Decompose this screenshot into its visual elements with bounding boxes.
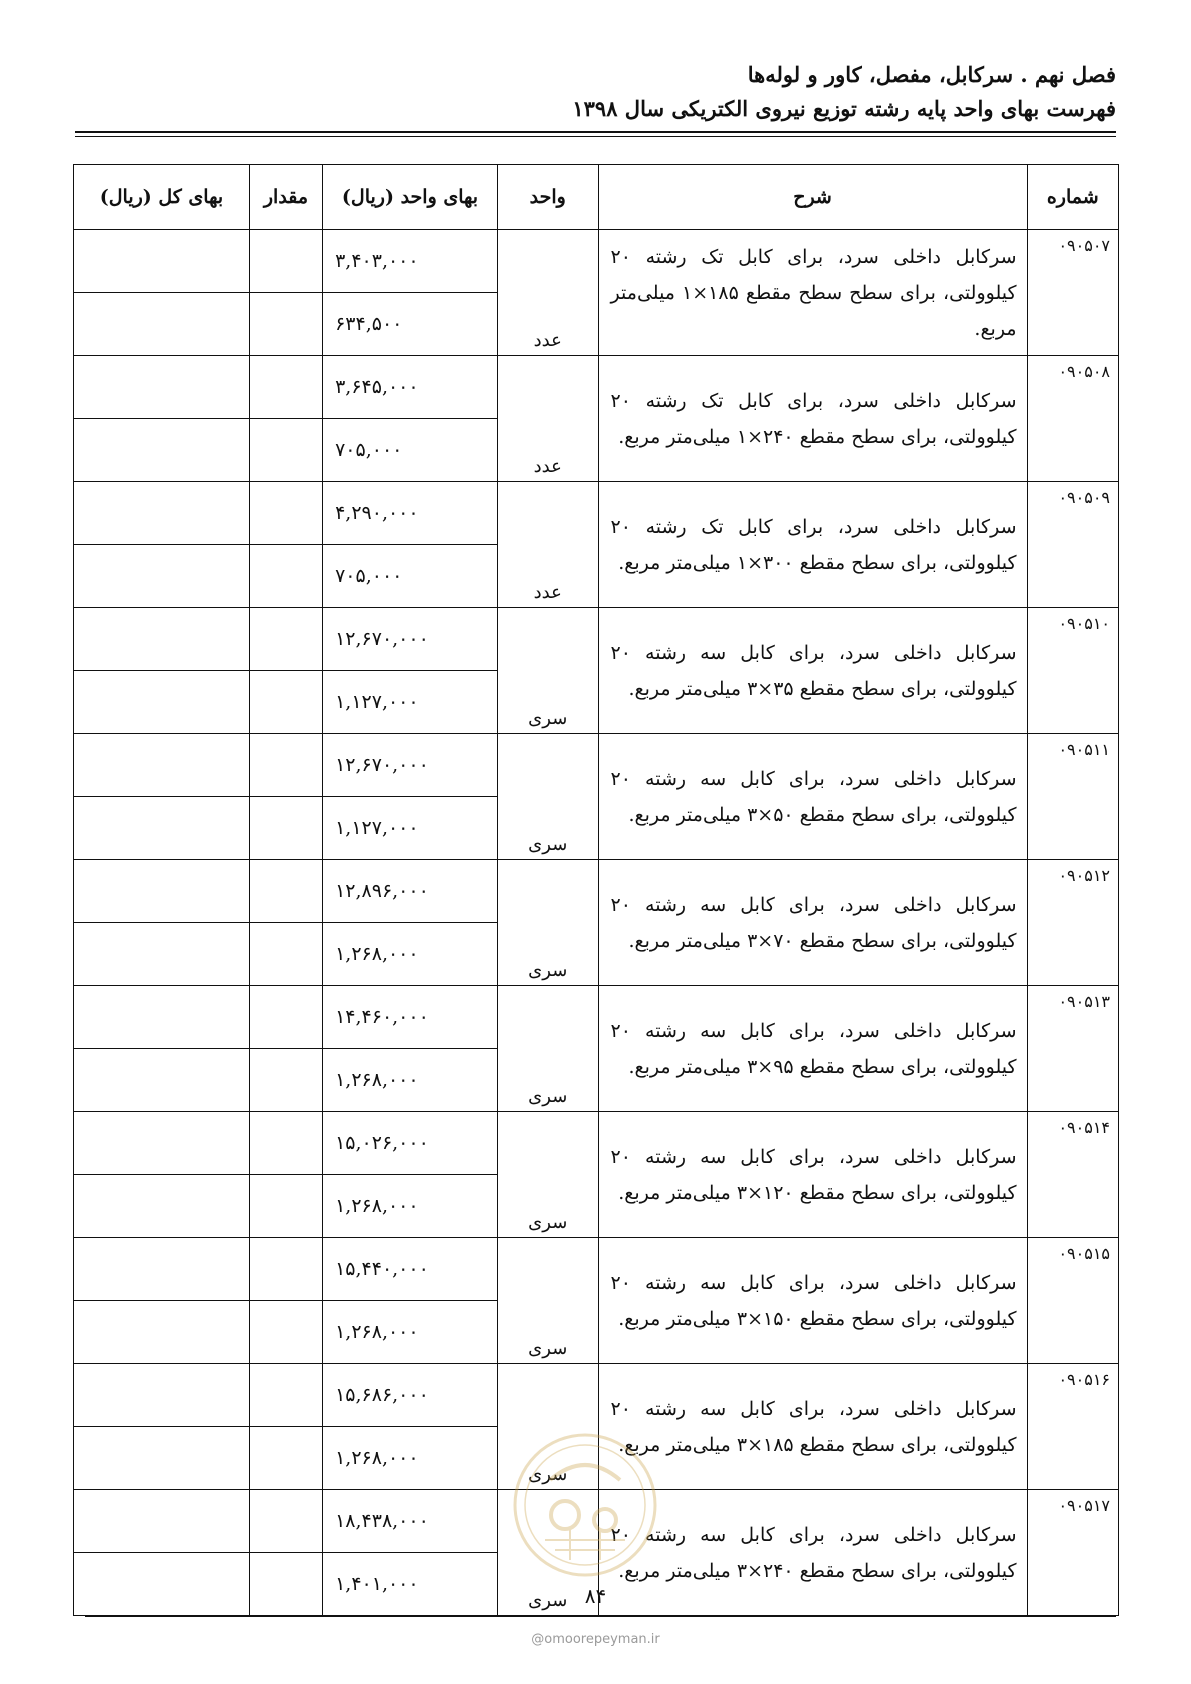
header-unit-price: بهای واحد (ریال) (323, 165, 498, 230)
item-number: ۰۹۰۵۱۵ (1027, 1238, 1118, 1364)
item-unit: سری (497, 734, 598, 860)
quantity-cell (249, 545, 322, 608)
item-number: ۰۹۰۵۱۱ (1027, 734, 1118, 860)
item-unit: سری (497, 1238, 598, 1364)
quantity-cell (249, 1301, 322, 1364)
quantity-cell (249, 293, 322, 356)
unit-price-primary: ۱۲,۸۹۶,۰۰۰ (323, 860, 498, 923)
unit-price-primary: ۳,۶۴۵,۰۰۰ (323, 356, 498, 419)
quantity-cell (249, 1175, 322, 1238)
total-price-cell (74, 1238, 250, 1301)
unit-price-primary: ۱۸,۴۳۸,۰۰۰ (323, 1490, 498, 1553)
table-row (74, 860, 1119, 923)
total-price-cell (74, 356, 250, 419)
total-price-cell (74, 419, 250, 482)
header-rule (75, 131, 1116, 133)
total-price-cell (74, 1175, 250, 1238)
unit-price-secondary: ۱,۲۶۸,۰۰۰ (323, 1049, 498, 1112)
quantity-cell (249, 1049, 322, 1112)
item-unit: سری (497, 986, 598, 1112)
total-price-cell (74, 545, 250, 608)
table-row (74, 482, 1119, 545)
header-number: شماره (1027, 165, 1118, 230)
total-price-cell (74, 734, 250, 797)
quantity-cell (249, 986, 322, 1049)
total-price-cell (74, 1112, 250, 1175)
header-description: شرح (598, 165, 1027, 230)
item-number: ۰۹۰۵۰۷ (1027, 230, 1118, 356)
page-header (572, 58, 1116, 126)
item-number: ۰۹۰۵۱۴ (1027, 1112, 1118, 1238)
quantity-cell (249, 1112, 322, 1175)
footer-rule (85, 1616, 1116, 1617)
quantity-cell (249, 1364, 322, 1427)
header-unit: واحد (497, 165, 598, 230)
quantity-cell (249, 419, 322, 482)
quantity-cell (249, 671, 322, 734)
quantity-cell (249, 1490, 322, 1553)
quantity-cell (249, 230, 322, 293)
quantity-cell (249, 734, 322, 797)
unit-price-primary: ۱۲,۶۷۰,۰۰۰ (323, 608, 498, 671)
item-unit: سری (497, 1364, 598, 1490)
item-number: ۰۹۰۵۰۸ (1027, 356, 1118, 482)
item-number: ۰۹۰۵۱۳ (1027, 986, 1118, 1112)
unit-price-primary: ۳,۴۰۳,۰۰۰ (323, 230, 498, 293)
item-description: سرکابل داخلی سرد، برای کابل تک رشته ۲۰ کیلوولتی، برای سطح مقطع ۲۴۰×۱ میلی‌متر مربع. (598, 356, 1027, 482)
quantity-cell (249, 923, 322, 986)
item-description: سرکابل داخلی سرد، برای کابل سه رشته ۲۰ کیلوولتی، برای سطح مقطع ۳۵×۳ میلی‌متر مربع. (598, 608, 1027, 734)
item-description: سرکابل داخلی سرد، برای کابل سه رشته ۲۰ کیلوولتی، برای سطح مقطع ۱۲۰×۳ میلی‌متر مربع. (598, 1112, 1027, 1238)
table-row (74, 608, 1119, 671)
total-price-cell (74, 293, 250, 356)
item-unit: سری (497, 1112, 598, 1238)
chapter-title: فصل نهم . سرکابل، مفصل، کاور و لوله‌ها (747, 62, 1116, 87)
total-price-cell (74, 860, 250, 923)
table-row (74, 356, 1119, 419)
table-row (74, 986, 1119, 1049)
quantity-cell (249, 1427, 322, 1490)
page-number: ۸۴ (584, 1584, 607, 1608)
item-number: ۰۹۰۵۱۲ (1027, 860, 1118, 986)
total-price-cell (74, 1427, 250, 1490)
item-description: سرکابل داخلی سرد، برای کابل سه رشته ۲۰ کیلوولتی، برای سطح مقطع ۹۵×۳ میلی‌متر مربع. (598, 986, 1027, 1112)
item-description: سرکابل داخلی سرد، برای کابل سه رشته ۲۰ کیلوولتی، برای سطح مقطع ۷۰×۳ میلی‌متر مربع. (598, 860, 1027, 986)
table-row (74, 1238, 1119, 1301)
site-watermark: @omoorepeyman.ir (531, 1632, 660, 1647)
total-price-cell (74, 1364, 250, 1427)
item-number: ۰۹۰۵۱۰ (1027, 608, 1118, 734)
table-row (74, 1364, 1119, 1427)
total-price-cell (74, 671, 250, 734)
quantity-cell (249, 608, 322, 671)
total-price-cell (74, 923, 250, 986)
item-description: سرکابل داخلی سرد، برای کابل سه رشته ۲۰ کیلوولتی، برای سطح مقطع ۵۰×۳ میلی‌متر مربع. (598, 734, 1027, 860)
item-unit: سری (497, 608, 598, 734)
quantity-cell (249, 860, 322, 923)
item-description: سرکابل داخلی سرد، برای کابل سه رشته ۲۰ کیلوولتی، برای سطح مقطع ۲۴۰×۳ میلی‌متر مربع. (598, 1490, 1027, 1616)
table-header-row (74, 165, 1119, 230)
unit-price-secondary: ۱,۲۶۸,۰۰۰ (323, 1427, 498, 1490)
unit-price-secondary: ۱,۲۶۸,۰۰۰ (323, 923, 498, 986)
quantity-cell (249, 356, 322, 419)
unit-price-secondary: ۷۰۵,۰۰۰ (323, 419, 498, 482)
table-row (74, 230, 1119, 293)
unit-price-secondary: ۱,۴۰۱,۰۰۰ (323, 1553, 498, 1616)
total-price-cell (74, 1049, 250, 1112)
unit-price-primary: ۱۵,۰۲۶,۰۰۰ (323, 1112, 498, 1175)
total-price-cell (74, 482, 250, 545)
unit-price-secondary: ۱,۲۶۸,۰۰۰ (323, 1301, 498, 1364)
unit-price-secondary: ۶۳۴,۵۰۰ (323, 293, 498, 356)
quantity-cell (249, 1238, 322, 1301)
unit-price-secondary: ۱,۲۶۸,۰۰۰ (323, 1175, 498, 1238)
table-body (74, 230, 1119, 1616)
unit-price-primary: ۱۴,۴۶۰,۰۰۰ (323, 986, 498, 1049)
watermark-seal-icon (510, 1430, 660, 1580)
quantity-cell (249, 482, 322, 545)
unit-price-primary: ۱۲,۶۷۰,۰۰۰ (323, 734, 498, 797)
unit-price-primary: ۱۵,۴۴۰,۰۰۰ (323, 1238, 498, 1301)
total-price-cell (74, 608, 250, 671)
item-description: سرکابل داخلی سرد، برای کابل تک رشته ۲۰ کیلوولتی، برای سطح مقطع ۳۰۰×۱ میلی‌متر مربع. (598, 482, 1027, 608)
quantity-cell (249, 797, 322, 860)
item-description: سرکابل داخلی سرد، برای کابل تک رشته ۲۰ کیلوولتی، برای سطح سطح مقطع ۱۸۵×۱ میلی‌متر مربع. (598, 230, 1027, 356)
unit-price-primary: ۴,۲۹۰,۰۰۰ (323, 482, 498, 545)
item-number: ۰۹۰۵۱۷ (1027, 1490, 1118, 1616)
price-table (73, 164, 1119, 1616)
item-unit: عدد (497, 230, 598, 356)
table-row (74, 734, 1119, 797)
header-rule-thin (75, 136, 1116, 137)
item-number: ۰۹۰۵۰۹ (1027, 482, 1118, 608)
total-price-cell (74, 1490, 250, 1553)
item-unit: عدد (497, 482, 598, 608)
unit-price-secondary: ۷۰۵,۰۰۰ (323, 545, 498, 608)
item-unit: سری (497, 860, 598, 986)
header-total-price: بهای کل (ریال) (74, 165, 250, 230)
item-description: سرکابل داخلی سرد، برای کابل سه رشته ۲۰ کیلوولتی، برای سطح مقطع ۱۸۵×۳ میلی‌متر مربع. (598, 1364, 1027, 1490)
item-unit: سری (497, 1490, 598, 1616)
document-title: فهرست بهای واحد پایه رشته توزیع نیروی الکتریکی سال ۱۳۹۸ (572, 96, 1116, 121)
total-price-cell (74, 230, 250, 293)
total-price-cell (74, 797, 250, 860)
total-price-cell (74, 1301, 250, 1364)
item-number: ۰۹۰۵۱۶ (1027, 1364, 1118, 1490)
item-unit: عدد (497, 356, 598, 482)
header-quantity: مقدار (249, 165, 322, 230)
total-price-cell (74, 986, 250, 1049)
unit-price-secondary: ۱,۱۲۷,۰۰۰ (323, 797, 498, 860)
unit-price-primary: ۱۵,۶۸۶,۰۰۰ (323, 1364, 498, 1427)
item-description: سرکابل داخلی سرد، برای کابل سه رشته ۲۰ کیلوولتی، برای سطح مقطع ۱۵۰×۳ میلی‌متر مربع. (598, 1238, 1027, 1364)
unit-price-secondary: ۱,۱۲۷,۰۰۰ (323, 671, 498, 734)
table-row (74, 1112, 1119, 1175)
